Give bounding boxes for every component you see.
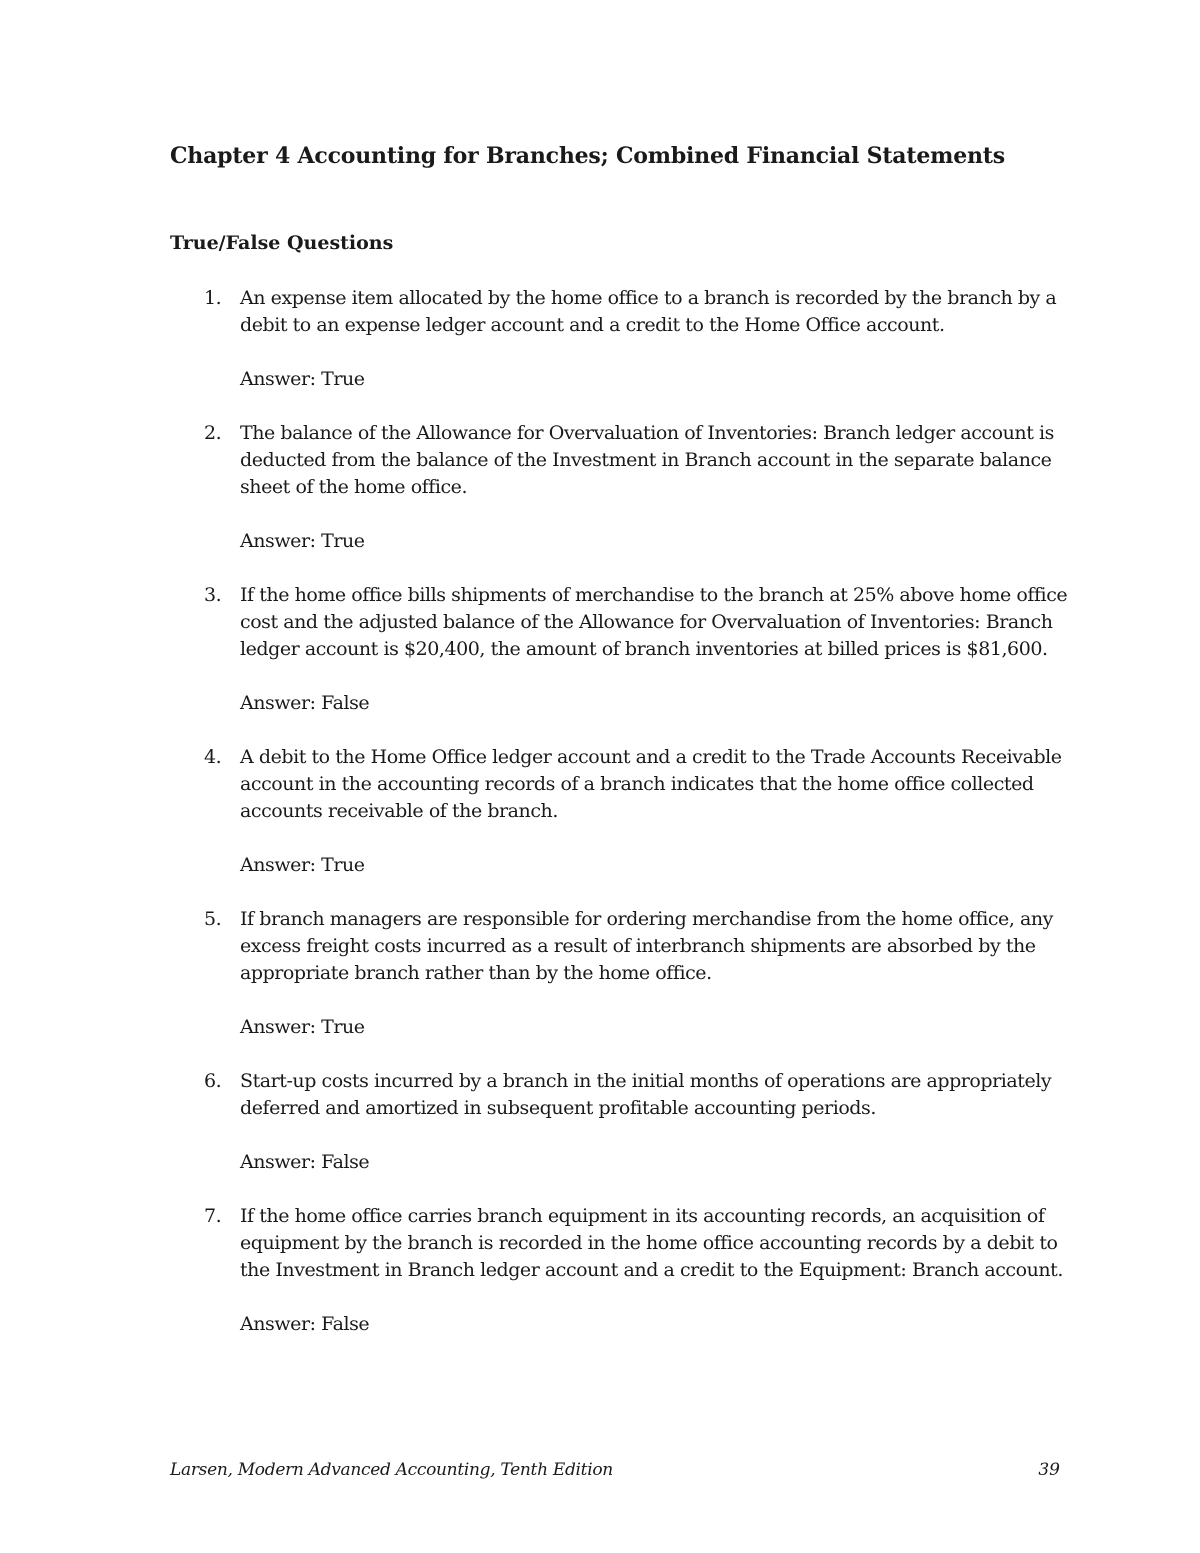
question-number: 6. — [204, 1070, 222, 1092]
question-text: Start-up costs incurred by a branch in the initial months of operations are appropriately deferred and amortized in subsequent profitable accounting periods. — [240, 1070, 1052, 1119]
question-number: 1. — [204, 287, 222, 309]
question-text: A debit to the Home Office ledger account and a credit to the Trade Accounts Receivable account in the accounting records of a branch indicates that the home office collected accounts receivable of the branch. — [240, 746, 1062, 822]
question-text: An expense item allocated by the home office to a branch is recorded by the branch by a debit to an expense ledger account and a credit to the Home Office account. — [240, 287, 1057, 336]
question-text: If branch managers are responsible for ordering merchandise from the home office, any excess freight costs incurred as a result of interbranch shipments are absorbed by the appropriate branch rather than by the home office. — [240, 908, 1053, 984]
section-heading: True/False Questions — [170, 232, 394, 254]
chapter-title: Chapter 4 Accounting for Branches; Combined Financial Statements — [170, 143, 1005, 169]
question-answer: Answer: True — [240, 368, 365, 390]
question-item — [170, 1068, 1070, 1176]
question-text: The balance of the Allowance for Overvaluation of Inventories: Branch ledger account is deducted from the balance of the Investment in Branch account in the separate balance sheet of the home office. — [240, 422, 1054, 498]
question-number: 3. — [204, 584, 222, 606]
footer-source: Larsen, Modern Advanced Accounting, Tenth Edition — [170, 1460, 613, 1480]
question-item — [170, 906, 1070, 1041]
question-number: 7. — [204, 1205, 222, 1227]
question-item — [170, 744, 1070, 879]
question-answer: Answer: True — [240, 530, 365, 552]
question-list — [170, 285, 1070, 1365]
question-answer: Answer: False — [240, 1313, 370, 1335]
question-answer: Answer: True — [240, 1016, 365, 1038]
question-number: 5. — [204, 908, 222, 930]
question-item — [170, 582, 1070, 717]
question-text: If the home office bills shipments of merchandise to the branch at 25% above home office cost and the adjusted balance of the Allowance for Overvaluation of Inventories: Branch ledger account is $20,400, the amount of branch inventories at billed prices is $81,600. — [240, 584, 1068, 660]
question-text: If the home office carries branch equipment in its accounting records, an acquisition of equipment by the branch is recorded in the home office accounting records by a debit to the Investment in Branch ledger account and a credit to the Equipment: Branch account. — [240, 1205, 1063, 1281]
question-number: 4. — [204, 746, 222, 768]
question-answer: Answer: False — [240, 1151, 370, 1173]
question-answer: Answer: True — [240, 854, 365, 876]
question-answer: Answer: False — [240, 692, 370, 714]
question-item — [170, 1203, 1070, 1338]
question-item — [170, 285, 1070, 393]
question-item — [170, 420, 1070, 555]
page-number: 39 — [1038, 1460, 1060, 1480]
question-number: 2. — [204, 422, 222, 444]
